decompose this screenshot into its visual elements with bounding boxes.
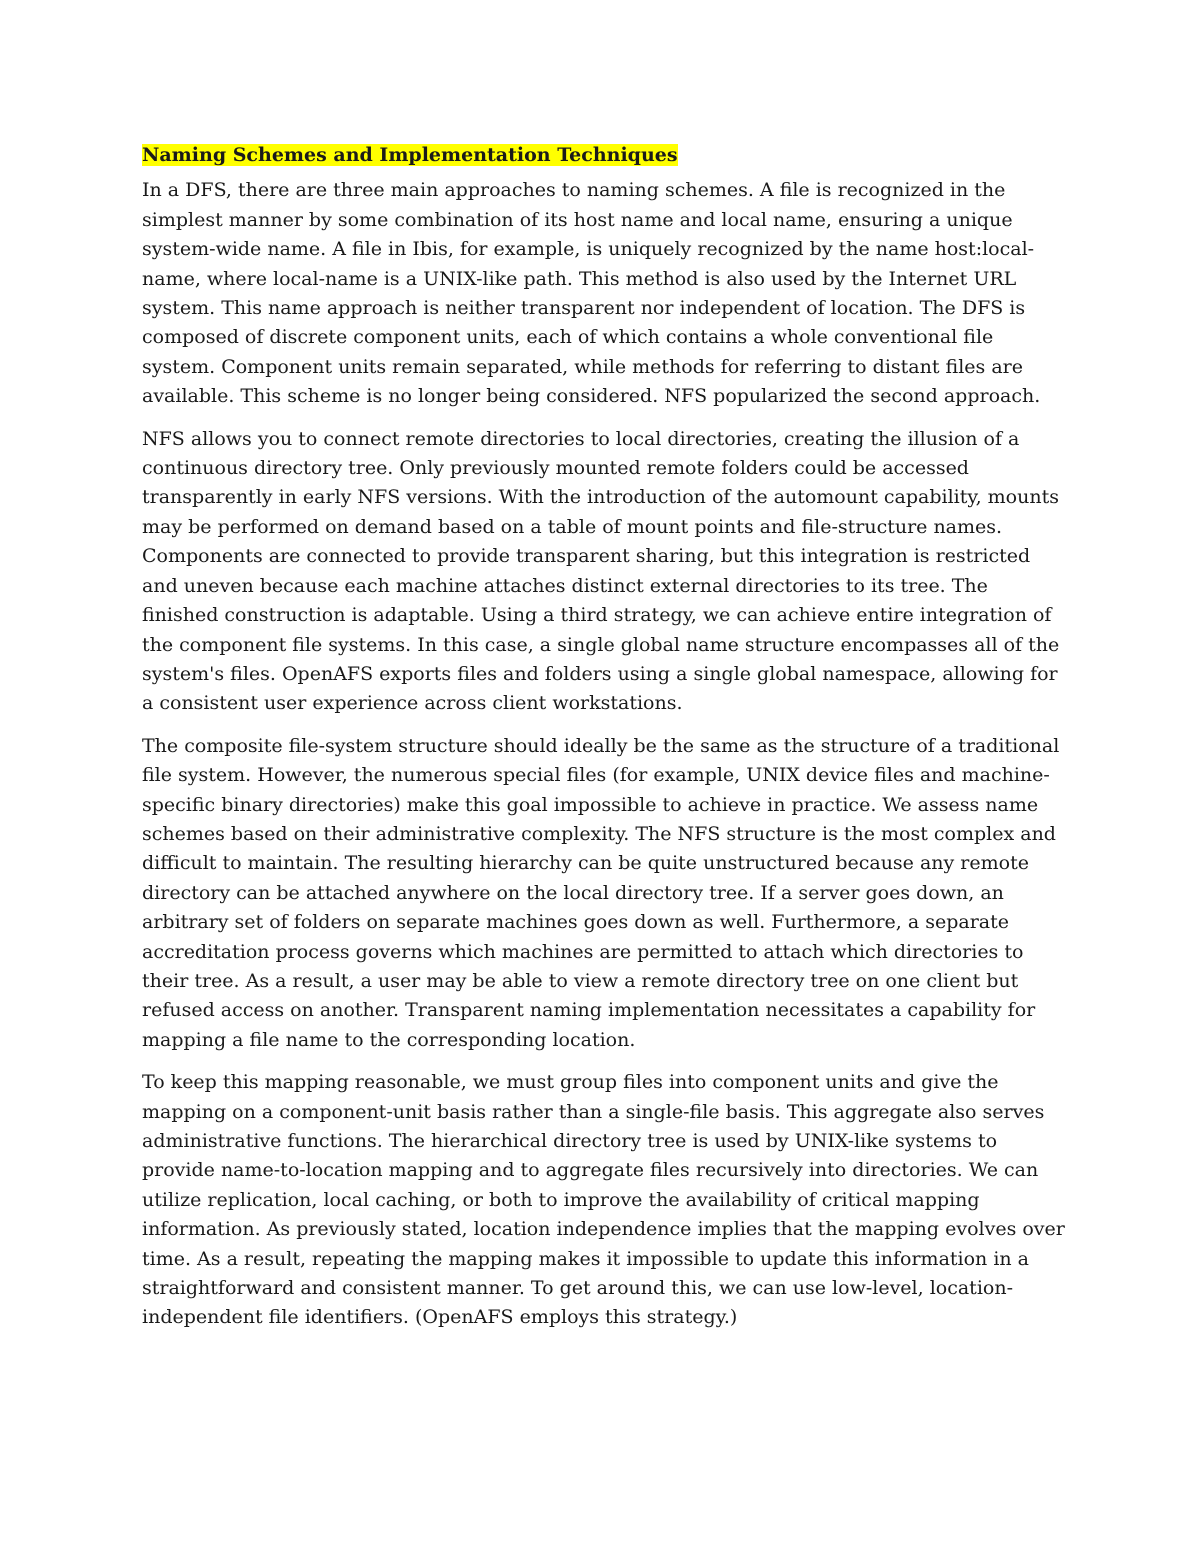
- paragraph-4: To keep this mapping reasonable, we must group files into component units and give the mapping on a component-unit basis rather than a single-file basis. This aggregate also serves administrative functions. The hierarchical directory tree is used by UNIX-like systems to provide name-to-location mapping and to aggregate files recursively into directories. We can utilize replication, local caching, or both to improve the availability of critical mapping information. As previously stated, location independence implies that the mapping evolves over time. As a result, repeating the mapping makes it impossible to update this information in a straightforward and consistent manner. To get around this, we can use low-level, location-independent file identifiers. (OpenAFS employs this strategy.): [142, 1071, 1065, 1329]
- document-heading: [142, 141, 1066, 170]
- heading-highlight: Naming Schemes and Implementation Techniques: [142, 144, 678, 166]
- paragraph-1: In a DFS, there are three main approaches to naming schemes. A file is recognized in the simplest manner by some combination of its host name and local name, ensuring a unique system-wide name. A file in Ibis, for example, is uniquely recognized by the name host:local-name, where local-name is a UNIX-like path. This method is also used by the Internet URL system. This name approach is neither transparent nor independent of location. The DFS is composed of discrete component units, each of which contains a whole conventional file system. Component units remain separated, while methods for referring to distant files are available. This scheme is no longer being considered. NFS popularized the second approach.: [142, 179, 1041, 408]
- paragraph-2: NFS allows you to connect remote directories to local directories, creating the illusion of a continuous directory tree. Only previously mounted remote folders could be accessed transparently in early NFS versions. With the introduction of the automount capability, mounts may be performed on demand based on a table of mount points and file-structure names. Components are connected to provide transparent sharing, but this integration is restricted and uneven because each machine attaches distinct external directories to its tree. The finished construction is adaptable. Using a third strategy, we can achieve entire integration of the component file systems. In this case, a single global name structure encompasses all of the system's files. OpenAFS exports files and folders using a single global namespace, allowing for a consistent user experience across client workstations.: [142, 427, 1060, 715]
- document-body: [142, 141, 1066, 1346]
- paragraph-3: The composite file-system structure should ideally be the same as the structure of a traditional file system. However, the numerous special files (for example, UNIX device files and machine-specific binary directories) make this goal impossible to achieve in practice. We assess name schemes based on their administrative complexity. The NFS structure is the most complex and difficult to maintain. The resulting hierarchy can be quite unstructured because any remote directory can be attached anywhere on the local directory tree. If a server goes down, an arbitrary set of folders on separate machines goes down as well. Furthermore, a separate accreditation process governs which machines are permitted to attach which directories to their tree. As a result, a user may be able to view a remote directory tree on one client but refused access on another. Transparent naming implementation necessitates a capability for mapping a file name to the corresponding location.: [142, 734, 1060, 1051]
